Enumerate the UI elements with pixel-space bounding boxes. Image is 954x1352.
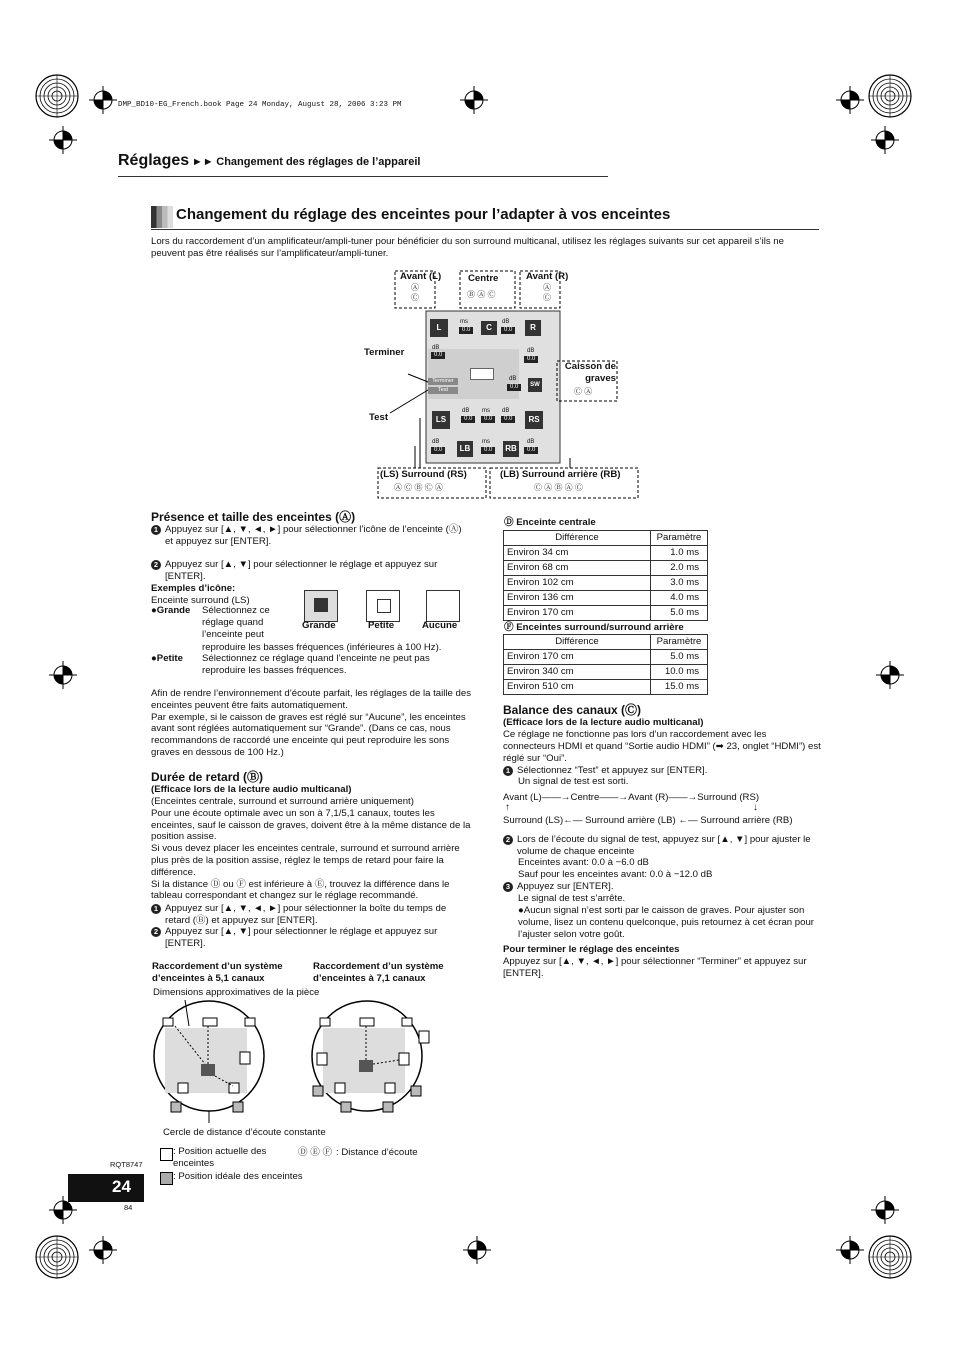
surround-table [503, 634, 708, 695]
listener-icon [470, 368, 494, 380]
rb-db-label: dB [527, 439, 535, 445]
examples-label: Exemples d’icône: [151, 583, 236, 594]
terminer-button[interactable]: Terminer [428, 378, 458, 385]
balance-step-2-text: Lors de l’écoute du signal de test, appuyez sur [▲, ▼] pour ajuster le volume de chaque enceinte [517, 834, 811, 857]
lb-db-value[interactable]: 0.0 [431, 447, 445, 454]
duree-step-2: 2 Appuyez sur [▲, ▼] pour sélectionner le réglage et appuyez sur [ENTER]. [151, 926, 471, 950]
codes-avant-l: Ⓐ Ⓒ [411, 283, 419, 302]
page-title: Changement du réglage des enceintes pour l’adapter à vos enceintes [176, 206, 671, 223]
rs-db-label: dB [502, 408, 510, 414]
speaker-l-icon[interactable]: L [430, 319, 448, 337]
balance-step-1: 1 Sélectionnez “Test” et appuyez sur [ENTER]. [503, 765, 821, 777]
sw-db-value[interactable]: 0.0 [507, 384, 521, 391]
room-label: Dimensions approximatives de la pièce [153, 987, 320, 998]
legend-current-box [160, 1148, 173, 1161]
title-marker [151, 206, 173, 228]
balance-step-3-text: Appuyez sur [ENTER]. [517, 881, 614, 892]
codes-caisson: Ⓒ Ⓐ [574, 387, 593, 396]
icon-grande [304, 590, 338, 622]
page-number: 24 [112, 1177, 131, 1196]
balance-step-3b: Le signal de test s’arrête. [518, 893, 626, 904]
rs-db-value[interactable]: 0.0 [501, 416, 515, 423]
legend-distance: : Distance d’écoute [336, 1147, 418, 1158]
petite-text: Sélectionnez ce réglage quand l’enceinte ne peut pas reproduire les basses fréquences. [202, 653, 430, 676]
speaker-rb-icon[interactable]: RB [503, 441, 519, 457]
speaker-ls-icon[interactable]: LS [432, 411, 450, 429]
r-db-value[interactable]: 0.0 [524, 356, 538, 363]
label-surround: (LS) Surround (RS) [380, 469, 467, 480]
file-header: DMP_BD10-EG_French.book Page 24 Monday, August 28, 2006 3:23 PM [118, 101, 402, 109]
breadcrumb-rule [118, 176, 608, 177]
presence-step-2-text: Appuyez sur [▲, ▼] pour sélectionner le réglage et appuyez sur [ENTER]. [165, 559, 438, 582]
grande-text: Sélectionnez ce réglage quand l’enceinte peut [202, 605, 270, 640]
label-avant-r: Avant (R) [526, 271, 569, 282]
sw-db-label: dB [509, 376, 517, 382]
cell: Environ 170 cm [504, 606, 651, 621]
label-terminer: Terminer [364, 347, 405, 358]
balance-step-1b: Un signal de test est sorti. [518, 776, 629, 787]
sequence-top: Avant (L)——→Centre——→Avant (R)——→Surround (RS) [503, 792, 760, 803]
presence-step-1-text: Appuyez sur [▲, ▼, ◄, ►] pour sélectionner l’icône de l’enceinte (Ⓐ) et appuyez sur [ENTER]. [165, 524, 462, 547]
balance-step-3: 3 Appuyez sur [ENTER]. [503, 881, 821, 893]
ls-ms-label: ms [482, 408, 490, 414]
breadcrumb-arrows: ►► [191, 156, 214, 168]
duree-heading: Durée de retard (Ⓑ) [151, 770, 264, 784]
label-test: Test [369, 412, 389, 423]
circle-label: Cercle de distance d’écoute constante [163, 1127, 326, 1138]
duree-step-1-text: Appuyez sur [▲, ▼, ◄, ►] pour sélectionner la boîte du temps de retard (Ⓑ) et appuyez sur [ENTER]. [165, 903, 447, 926]
table-row [504, 561, 708, 576]
test-button[interactable]: Test [428, 387, 458, 394]
icon-aucune-label: Aucune [422, 620, 458, 631]
balance-body: Ce réglage ne fonctionne pas lors d’un raccordement avec les connecteurs HDMI et quand “Sortie audio HDMI” (➡ 23, onglet “HDMI”) est réglé sur “Oui”. [503, 729, 821, 764]
lb-ms-value[interactable]: 0.0 [481, 447, 495, 454]
cell: Environ 170 cm [504, 650, 651, 665]
surround-table-title: Ⓕ Enceintes surround/surround arrière [504, 622, 684, 633]
label-avant-l: Avant (L) [400, 271, 442, 282]
cell: 5.0 ms [651, 606, 708, 621]
c-ms-label: ms [460, 319, 468, 325]
cell: 1.0 ms [651, 546, 708, 561]
layout-51-heading: Raccordement d’un système d’enceintes à 5,1 canaux [152, 961, 283, 984]
cell: 4.0 ms [651, 591, 708, 606]
layout-71-heading: Raccordement d’un système d’enceintes à 7,1 canaux [313, 961, 444, 984]
balance-step-2c: Sauf pour les enceintes avant: 0.0 à −12.0 dB [518, 869, 713, 880]
balance-step-2: 2 Lors de l’écoute du signal de test, appuyez sur [▲, ▼] pour ajuster le volume de chaque enceinte [503, 834, 821, 858]
lb-db-label: dB [432, 439, 440, 445]
cell: 10.0 ms [651, 665, 708, 680]
balance-sub: (Efficace lors de la lecture audio multicanal) [503, 717, 704, 728]
cell: Environ 510 cm [504, 680, 651, 695]
cell: 2.0 ms [651, 561, 708, 576]
codes-centre: Ⓑ Ⓐ Ⓒ [467, 290, 496, 299]
centre-col-param: Paramètre [651, 531, 708, 546]
l-db-value[interactable]: 0.0 [431, 352, 445, 359]
codes-surround: Ⓐ Ⓒ Ⓑ Ⓒ Ⓐ [394, 483, 443, 492]
page-number-box [68, 1174, 144, 1202]
speaker-diagram [360, 268, 660, 500]
seq-arrow-down: ↓ [753, 802, 758, 813]
centre-table-title: Ⓓ Enceinte centrale [504, 517, 596, 528]
speaker-r-icon[interactable]: R [525, 320, 541, 336]
seq-arrow-up: ↑ [505, 802, 510, 813]
presence-para: Afin de rendre l’environnement d’écoute parfait, les réglages de la taille des enceintes peuvent être faits automatiquement. Par exemple, si le caisson de graves est réglé sur “Aucune”, les enceintes avant sont réglées automatiquement sur “Grande”. (Dans ce cas, nous recommandons de raccordé une enceinte qui peut reproduire les sons graves en dessous de 100 Hz.) [151, 688, 471, 758]
cell: Environ 102 cm [504, 576, 651, 591]
breadcrumb-sub: Changement des réglages de l’appareil [216, 156, 421, 168]
cell: 5.0 ms [651, 650, 708, 665]
icon-grande-label: Grande [302, 620, 336, 631]
grande-text-2: reproduire les basses fréquences (inférieures à 100 Hz). [202, 642, 442, 653]
petite-term: ●Petite [151, 653, 183, 664]
sequence-bottom: Surround (LS)←— Surround arrière (LB) ←— Surround arrière (RB) [503, 815, 793, 826]
table-row [504, 650, 708, 665]
balance-step-2b: Enceintes avant: 0.0 à −6.0 dB [518, 857, 649, 868]
table-row [504, 606, 708, 621]
breadcrumb-section: Réglages [118, 152, 190, 169]
presence-heading: Présence et taille des enceintes (Ⓐ) [151, 510, 356, 524]
ls-db-label: dB [462, 408, 470, 414]
intro-text: Lors du raccordement d’un amplificateur/ampli-tuner pour bénéficier du son surround multicanal, utilisez les réglages suivants sur cet appareil s’ils ne peuvent pas être réalisés sur l’amplificateur/ampli-tuner. [151, 236, 784, 259]
footer-code: RQT8747 [110, 1160, 143, 1169]
balance-step-1-text: Sélectionnez “Test” et appuyez sur [ENTER]. [517, 765, 708, 776]
table-row [504, 591, 708, 606]
table-row [504, 546, 708, 561]
duree-step-2-text: Appuyez sur [▲, ▼] pour sélectionner le réglage et appuyez sur [ENTER]. [165, 926, 438, 949]
table-row [504, 665, 708, 680]
codes-arriere: Ⓒ Ⓐ Ⓑ Ⓐ Ⓒ [534, 483, 583, 492]
table-row [504, 576, 708, 591]
cell: Environ 34 cm [504, 546, 651, 561]
speaker-sw-icon[interactable]: SW [528, 378, 542, 392]
cell: Environ 68 cm [504, 561, 651, 576]
balance-step-3c: ●Aucun signal n’est sorti par le caisson de graves. Pour ajuster son volume, lisez un contenu quelconque, puis retournez à cet écran pour l’ajuster selon votre goût. [518, 905, 814, 940]
cell: 3.0 ms [651, 576, 708, 591]
legend-current: : Position actuelle des enceintes [173, 1146, 267, 1169]
c-db-label: dB [502, 319, 510, 325]
r-db-label: dB [527, 348, 535, 354]
balance-heading: Balance des canaux (Ⓒ) [503, 703, 642, 717]
label-caisson: Caisson de graves [564, 361, 616, 384]
icon-petite-label: Petite [368, 620, 395, 631]
c-db-value[interactable]: 0.0 [501, 327, 515, 334]
duree-step-1: 1 Appuyez sur [▲, ▼, ◄, ►] pour sélectionner la boîte du temps de retard (Ⓑ) et appuyez sur [ENTER]. [151, 903, 471, 927]
room-layout-diagrams [145, 998, 445, 1126]
table-row [504, 680, 708, 695]
speaker-c-icon[interactable]: C [481, 321, 497, 335]
cell: 15.0 ms [651, 680, 708, 695]
grande-term: ●Grande [151, 605, 191, 616]
cell: Environ 136 cm [504, 591, 651, 606]
title-rule [151, 229, 819, 230]
icon-aucune [426, 590, 460, 622]
presence-step-2: 2 Appuyez sur [▲, ▼] pour sélectionner le réglage et appuyez sur [ENTER]. [151, 559, 471, 583]
duree-body: (Enceintes centrale, surround et surround arrière uniquement) Pour une écoute optimale avec un son à 7,1/5,1 canaux, toutes les enceintes, sauf le caisson de graves, doivent être à la même distance de la position assise. Si vous devez placer les enceintes centrale, surround et surround arrière plus près de la position assise, réglez le temps de retard pour faire la différence. Si la distance Ⓓ ou Ⓕ est inférieure à Ⓔ, trouvez la différence dans le tableau correspondant et changez sur le réglage recommandé. [151, 796, 471, 902]
legend-distance-codes: Ⓓ Ⓔ Ⓕ [298, 1147, 333, 1158]
c-ms-value[interactable]: 0.0 [459, 327, 473, 334]
label-surround-arriere: (LB) Surround arrière (RB) [500, 469, 621, 480]
ls-ms-value[interactable]: 0.0 [481, 416, 495, 423]
surround-col-param: Paramètre [651, 635, 708, 650]
rb-db-value[interactable]: 0.0 [524, 447, 538, 454]
icon-petite [366, 590, 400, 622]
l-db-label: dB [432, 345, 440, 351]
surround-col-diff: Différence [504, 635, 651, 650]
breadcrumb [118, 151, 420, 171]
legend-ideal: : Position idéale des enceintes [173, 1171, 303, 1182]
presence-step-1: 1 Appuyez sur [▲, ▼, ◄, ►] pour sélectionner l’icône de l’enceinte (Ⓐ) et appuyez sur [ENTER]. [151, 524, 471, 548]
finish-body: Appuyez sur [▲, ▼, ◄, ►] pour sélectionner “Terminer” et appuyez sur [ENTER]. [503, 956, 807, 979]
ls-db-value[interactable]: 0.0 [461, 416, 475, 423]
speaker-lb-icon[interactable]: LB [457, 441, 473, 457]
duree-sub: (Efficace lors de la lecture audio multicanal) [151, 784, 352, 795]
speaker-rs-icon[interactable]: RS [525, 411, 543, 429]
footer-sub-page: 84 [124, 1203, 133, 1212]
centre-table [503, 530, 708, 621]
codes-avant-r: Ⓐ Ⓒ [543, 283, 551, 302]
centre-col-diff: Différence [504, 531, 651, 546]
cell: Environ 340 cm [504, 665, 651, 680]
legend-ideal-box [160, 1172, 173, 1185]
lb-ms-label: ms [482, 439, 490, 445]
examples-sub: Enceinte surround (LS) [151, 595, 250, 606]
finish-title: Pour terminer le réglage des enceintes [503, 944, 680, 955]
label-centre: Centre [468, 273, 499, 284]
